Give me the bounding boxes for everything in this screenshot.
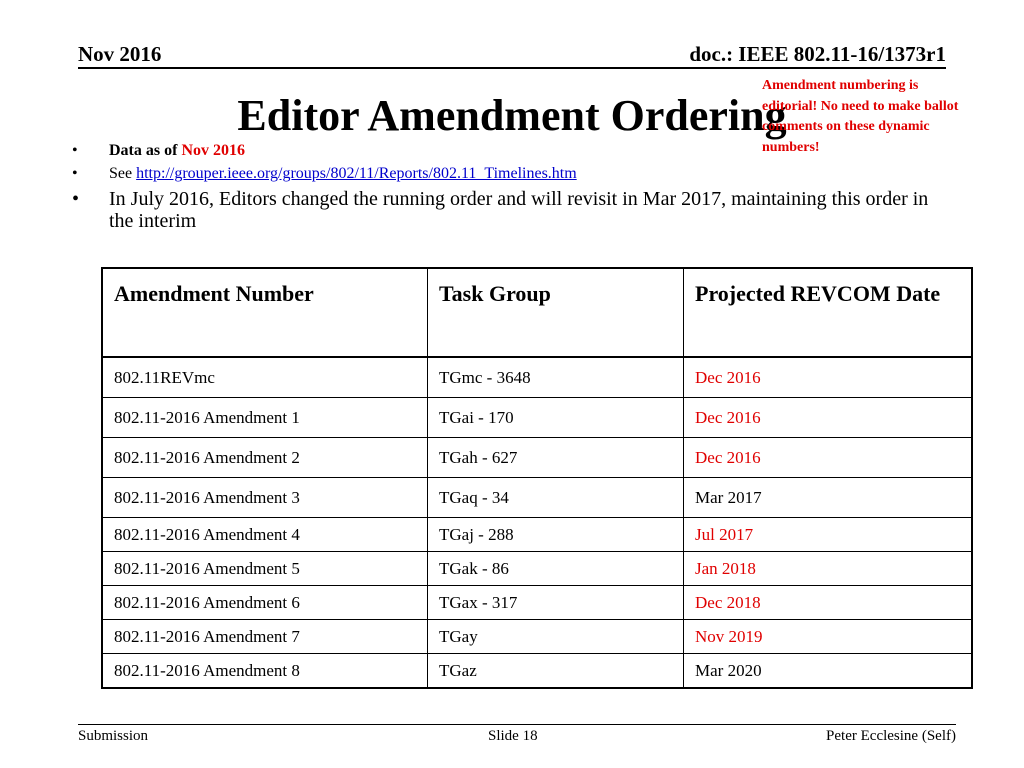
cell-amendment: 802.11-2016 Amendment 6 (102, 586, 428, 620)
bullet-text (109, 165, 577, 183)
as-of-date: Nov 2016 (181, 142, 245, 159)
cell-amendment: 802.11-2016 Amendment 4 (102, 518, 428, 552)
bullet-text (109, 142, 245, 160)
footer-divider (78, 724, 956, 725)
cell-date: Jul 2017 (684, 518, 973, 552)
cell-task-group: TGaq - 34 (428, 478, 684, 518)
col-header-amendment: Amendment Number (102, 268, 428, 357)
cell-amendment: 802.11REVmc (102, 357, 428, 398)
footer-author: Peter Ecclesine (Self) (826, 728, 956, 744)
cell-task-group: TGax - 317 (428, 586, 684, 620)
cell-amendment: 802.11-2016 Amendment 7 (102, 620, 428, 654)
cell-date: Dec 2016 (684, 357, 973, 398)
header-date: Nov 2016 (78, 42, 162, 66)
col-header-task-group: Task Group (428, 268, 684, 357)
cell-date: Mar 2020 (684, 654, 973, 689)
table-row (102, 654, 972, 689)
header-divider (78, 67, 946, 69)
bullet-prefix: See (109, 165, 137, 182)
footer-submission: Submission (78, 728, 149, 744)
cell-amendment: 802.11-2016 Amendment 3 (102, 478, 428, 518)
table-header-row (102, 268, 972, 357)
cell-amendment: 802.11-2016 Amendment 8 (102, 654, 428, 689)
footer-slide-number: Slide 18 (488, 728, 538, 744)
cell-date: Dec 2016 (684, 398, 973, 438)
cell-date: Jan 2018 (684, 552, 973, 586)
header-doc-id: doc.: IEEE 802.11-16/1373r1 (689, 42, 946, 66)
slide-title: Editor Amendment Ordering (237, 91, 787, 140)
table-row (102, 438, 972, 478)
table-row (102, 586, 972, 620)
editorial-note: Amendment numbering is editorial! No need to make ballot comments on these dynamic numbers! (762, 78, 959, 155)
cell-task-group: TGah - 627 (428, 438, 684, 478)
cell-date: Mar 2017 (684, 478, 973, 518)
cell-date: Dec 2016 (684, 438, 973, 478)
bullet-prefix: Data as of (109, 142, 182, 159)
cell-amendment: 802.11-2016 Amendment 2 (102, 438, 428, 478)
cell-task-group: TGai - 170 (428, 398, 684, 438)
cell-amendment: 802.11-2016 Amendment 1 (102, 398, 428, 438)
cell-task-group: TGay (428, 620, 684, 654)
bullet-dot: • (72, 188, 80, 210)
table-row (102, 357, 972, 398)
bullet-dot: • (72, 165, 78, 182)
cell-date: Dec 2018 (684, 586, 973, 620)
table-row (102, 620, 972, 654)
amendment-table (101, 267, 973, 689)
bullet-text: In July 2016, Editors changed the running order and will revisit in Mar 2017, maintaining this order in the interim (109, 188, 929, 232)
table-row (102, 518, 972, 552)
cell-date: Nov 2019 (684, 620, 973, 654)
table-row (102, 552, 972, 586)
table-row (102, 478, 972, 518)
cell-amendment: 802.11-2016 Amendment 5 (102, 552, 428, 586)
cell-task-group: TGmc - 3648 (428, 357, 684, 398)
cell-task-group: TGaz (428, 654, 684, 689)
cell-task-group: TGak - 86 (428, 552, 684, 586)
table-row (102, 398, 972, 438)
bullet-dot: • (72, 142, 78, 159)
cell-task-group: TGaj - 288 (428, 518, 684, 552)
col-header-revcom-date: Projected REVCOM Date (684, 268, 973, 357)
timelines-link[interactable]: http://grouper.ieee.org/groups/802/11/Reports/802.11_Timelines.htm (136, 165, 577, 182)
